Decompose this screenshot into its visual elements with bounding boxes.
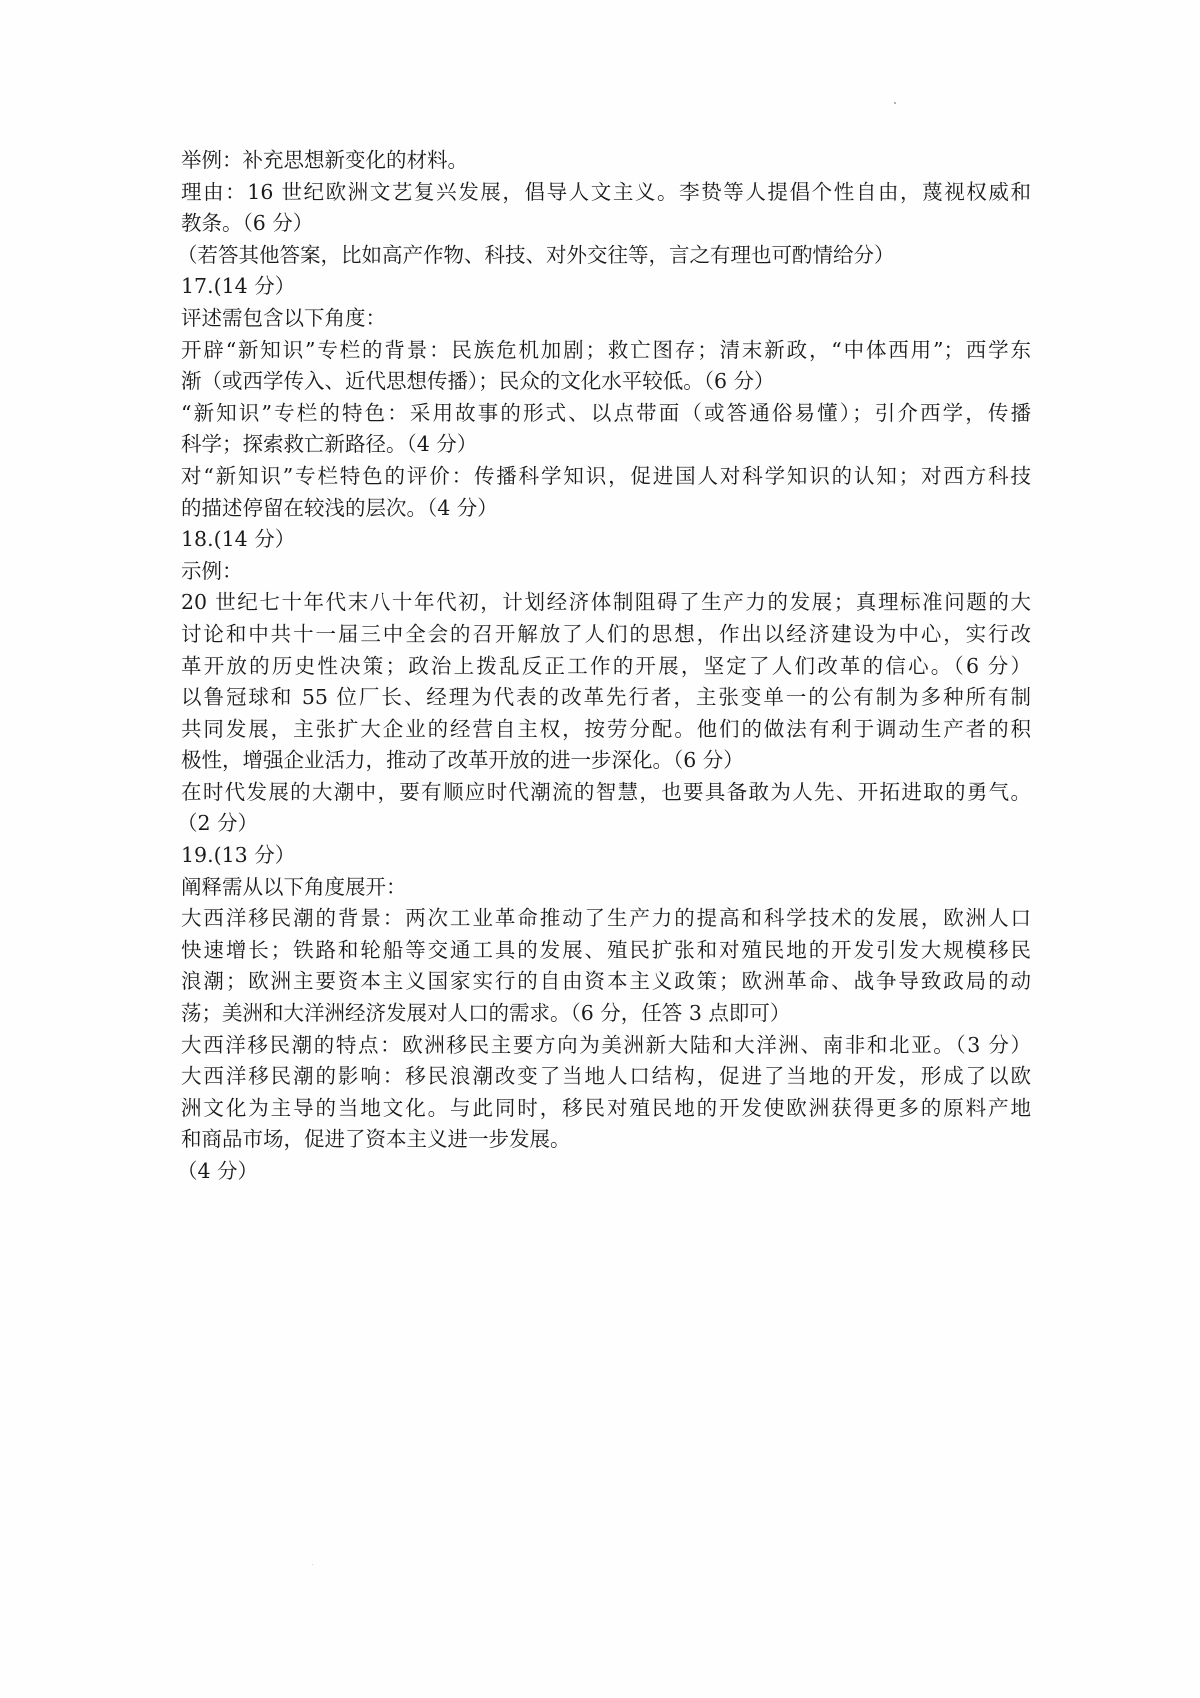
- scan-speck: [894, 102, 896, 104]
- text-line: 极性，增强企业活力，推动了改革开放的进一步深化。（6 分）: [181, 748, 744, 773]
- question-number: 18.(14 分）: [181, 527, 296, 552]
- text-line: 理由：16 世纪欧洲文艺复兴发展，倡导人文主义。李贽等人提倡个性自由，蔑视权威和: [181, 179, 1031, 204]
- question-number: 17.(14 分）: [181, 274, 296, 299]
- question-number: 19.(13 分）: [181, 843, 296, 868]
- text-line: 共同发展，主张扩大企业的经营自主权，按劳分配。他们的做法有利于调动生产者的积: [181, 716, 1031, 741]
- text-line: 教条。（6 分）: [181, 211, 314, 236]
- text-line: 快速增长；铁路和轮船等交通工具的发展、殖民扩张和对殖民地的开发引发大规模移民: [181, 937, 1031, 962]
- text-line: 阐释需从以下角度展开：: [181, 874, 407, 899]
- text-line: 讨论和中共十一届三中全会的召开解放了人们的思想，作出以经济建设为中心，实行改: [181, 621, 1031, 646]
- text-line: 20 世纪七十年代末八十年代初，计划经济体制阻碍了生产力的发展；真理标准问题的大: [181, 590, 1031, 615]
- text-line: 荡；美洲和大洋洲经济发展对人口的需求。（6 分，任答 3 点即可）: [181, 1001, 791, 1026]
- text-line: （2 分）: [177, 811, 259, 836]
- text-line: 浪潮；欧洲主要资本主义国家实行的自由资本主义政策；欧洲革命、战争导致政局的动: [181, 969, 1031, 994]
- text-line: 以鲁冠球和 55 位厂长、经理为代表的改革先行者，主张变单一的公有制为多种所有制: [181, 685, 1031, 710]
- text-line: 大西洋移民潮的背景：两次工业革命推动了生产力的提高和科学技术的发展，欧洲人口: [181, 906, 1031, 931]
- text-line: 渐（或西学传入、近代思想传播）；民众的文化水平较低。（6 分）: [181, 369, 775, 394]
- text-line: 评述需包含以下角度：: [181, 305, 386, 330]
- text-line: 示例：: [181, 558, 243, 583]
- text-line: 开辟“新知识”专栏的背景：民族危机加剧；救亡图存；清末新政，“中体西用”；西学东: [181, 337, 1031, 362]
- text-line: 大西洋移民潮的影响：移民浪潮改变了当地人口结构，促进了当地的开发，形成了以欧: [181, 1064, 1031, 1089]
- text-line: 洲文化为主导的当地文化。与此同时，移民对殖民地的开发使欧洲获得更多的原料产地: [181, 1095, 1031, 1120]
- text-line: 在时代发展的大潮中，要有顺应时代潮流的智慧，也要具备敢为人先、开拓进取的勇气。: [181, 779, 1031, 804]
- text-line: 举例：补充思想新变化的材料。: [181, 148, 468, 172]
- text-line: 对“新知识”专栏特色的评价：传播科学知识，促进国人对科学知识的认知；对西方科技: [181, 463, 1031, 488]
- text-line: 和商品市场，促进了资本主义进一步发展。: [181, 1127, 571, 1152]
- text-line: 科学；探索救亡新路径。（4 分）: [181, 432, 478, 457]
- text-line: “新知识”专栏的特色：采用故事的形式、以点带面（或答通俗易懂）；引介西学，传播: [181, 400, 1031, 425]
- text-line: （4 分）: [177, 1159, 259, 1183]
- text-line: 大西洋移民潮的特点：欧洲移民主要方向为美洲新大陆和大洋洲、南非和北亚。（3 分）: [181, 1032, 1031, 1057]
- text-line: 革开放的历史性决策；政治上拨乱反正工作的开展，坚定了人们改革的信心。（6 分）: [181, 653, 1031, 678]
- scan-speck: [312, 1564, 313, 1565]
- text-line: 的描述停留在较浅的层次。（4 分）: [181, 495, 498, 520]
- answer-text: [177, 145, 1031, 1188]
- text-line: （若答其他答案，比如高产作物、科技、对外交往等，言之有理也可酌情给分）: [177, 242, 895, 267]
